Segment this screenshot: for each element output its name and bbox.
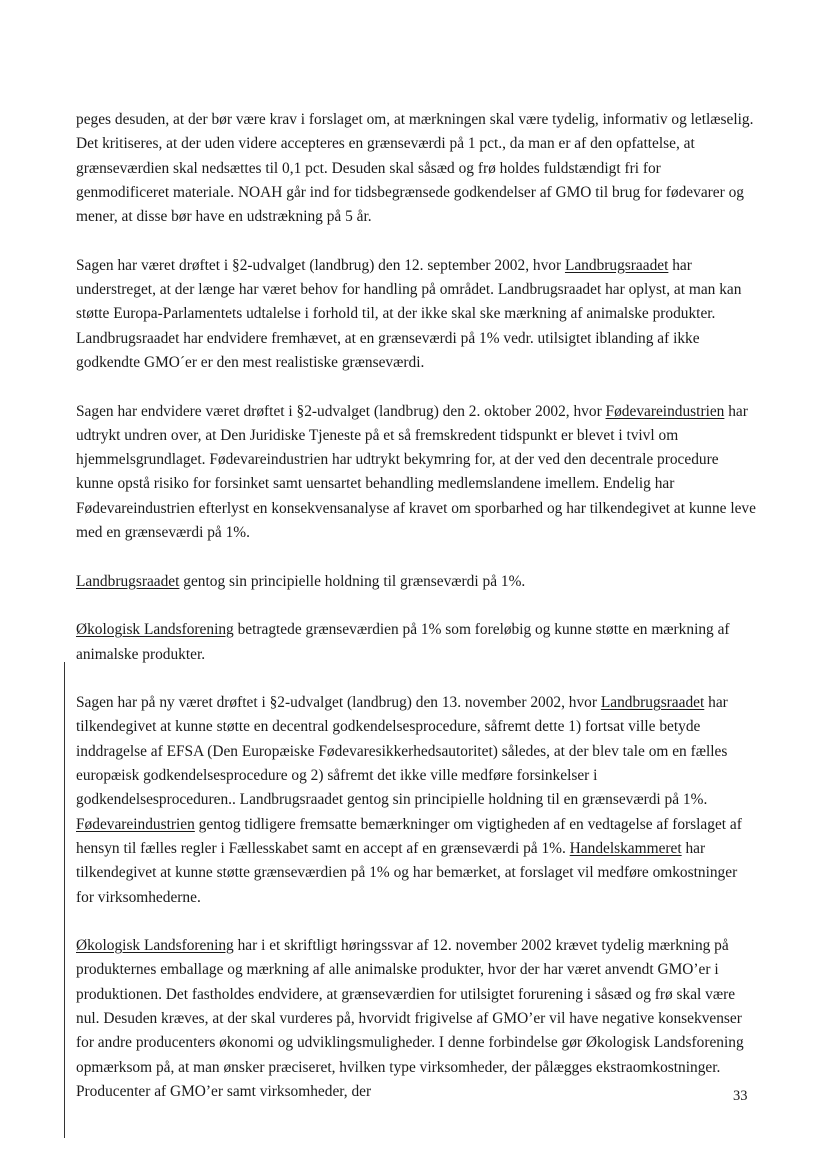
organization-name: Fødevareindustrien bbox=[76, 815, 195, 833]
organization-name: Fødevareindustrien bbox=[605, 402, 725, 420]
paragraph-text: gentog tidligere fremsatte bemærkninger om vigtigheden af en vedtagelse af forslaget af hensyn til fælles regler i Fællesskabet samt en accept af en grænseværdi på 1%. bbox=[76, 815, 742, 857]
paragraph bbox=[76, 570, 756, 594]
organization-name: Økologisk Landsforening bbox=[76, 937, 234, 955]
organization-name: Landbrugsraadet bbox=[76, 572, 180, 590]
paragraph bbox=[76, 618, 756, 667]
paragraph-text: har tilkendegivet at kunne støtte en decentral godkendelsesprocedure, såfremt dette 1) fortsat ville betyde inddragelse af EFSA (Den Europæiske Fødevaresikkerhedsautoritet) således, at der blev tale om en fælles europæisk godkendelsesprocedure og 2) såfremt det ikke ville medføre forsinkelser i godkendelsesproceduren.. Landbrugsraadet gentog sin principielle holdning til en grænseværdi på 1%. bbox=[76, 694, 728, 809]
organization-name: Økologisk Landsforening bbox=[76, 621, 234, 639]
paragraph bbox=[76, 400, 756, 546]
paragraph-text: har understreget, at der længe har været behov for handling på området. Landbrugsraadet har oplyst, at man kan støtte Europa-Parlamentets udtalelse i forhold til, at der ikke skal ske mærkning af animalske produkter. Landbrugsraadet har endvidere fremhævet, at en grænseværdi på 1% vedr. utilsigtet iblanding af ikke godkendte GMO´er er den mest realistiske grænseværdi. bbox=[76, 256, 742, 371]
organization-name: Landbrugsraadet bbox=[564, 256, 669, 274]
organization-name: Landbrugsraadet bbox=[600, 694, 705, 712]
organization-name: Handelskammeret bbox=[569, 839, 682, 857]
paragraph-text: Sagen har endvidere været drøftet i §2-udvalget (landbrug) den 2. oktober 2002, hvor bbox=[76, 402, 606, 420]
paragraph bbox=[76, 691, 756, 910]
paragraph-text: Sagen har på ny været drøftet i §2-udvalget (landbrug) den 13. november 2002, hvor bbox=[76, 694, 601, 712]
paragraph bbox=[76, 934, 756, 1104]
paragraph-text: peges desuden, at der bør være krav i forslaget om, at mærkningen skal være tydelig, informativ og letlæselig. Det kritiseres, at der uden videre accepteres en grænseværdi på 1 pct., da man er af den opfattelse, at grænseværdien skal nedsættes til 0,1 pct. Desuden skal såsæd og frø holdes fuldstændigt fri for genmodificeret materiale. NOAH går ind for tidsbegrænsede godkendelser af GMO til brug for fødevarer og mener, at disse bør have en udstrækning på 5 år. bbox=[76, 111, 754, 226]
document-body bbox=[76, 108, 756, 1128]
paragraph-text: gentog sin principielle holdning til grænseværdi på 1%. bbox=[179, 572, 526, 590]
revision-bar bbox=[64, 662, 65, 1138]
paragraph-text: har i et skriftligt høringssvar af 12. november 2002 krævet tydelig mærkning på produkternes emballage og mærkning af alle animalske produkter, hvor der har været anvendt GMO’er i produktionen. Det fastholdes endvidere, at grænseværdien for utilsigtet forurening i såsæd og frø skal være nul. Desuden kræves, at der skal vurderes på, hvorvidt frigivelse af GMO’er vil have negative konsekvenser for andre producenters økonomi og udviklingsmuligheder. I denne forbindelse gør Økologisk Landsforening opmærksom på, at man ønsker præciseret, hvilken type virksomheder, der pålægges ekstraomkostninger. Producenter af GMO’er samt virksomheder, der bbox=[76, 937, 744, 1100]
paragraph-text: har udtrykt undren over, at Den Juridiske Tjeneste på et så fremskredent tidspunkt er blevet i tvivl om hjemmelsgrundlaget. Fødevareindustrien har udtrykt bekymring for, at der ved den decentrale procedure kunne opstå risiko for forsinket samt uensartet behandling medlemslandene imellem. Endelig har Fødevareindustrien efterlyst en konsekvensanalyse af kravet om sporbarhed og har tilkendegivet at kunne leve med en grænseværdi på 1%. bbox=[76, 402, 756, 542]
paragraph-text: har tilkendegivet at kunne støtte grænseværdien på 1% og har bemærket, at forslaget vil medføre omkostninger for virksomhederne. bbox=[76, 839, 738, 906]
paragraph bbox=[76, 254, 756, 375]
page-number: 33 bbox=[733, 1088, 748, 1104]
paragraph bbox=[76, 108, 756, 229]
paragraph-text: betragtede grænseværdien på 1% som foreløbig og kunne støtte en mærkning af animalske produkter. bbox=[76, 621, 730, 663]
paragraph-text: Sagen har været drøftet i §2-udvalget (landbrug) den 12. september 2002, hvor bbox=[76, 256, 565, 274]
